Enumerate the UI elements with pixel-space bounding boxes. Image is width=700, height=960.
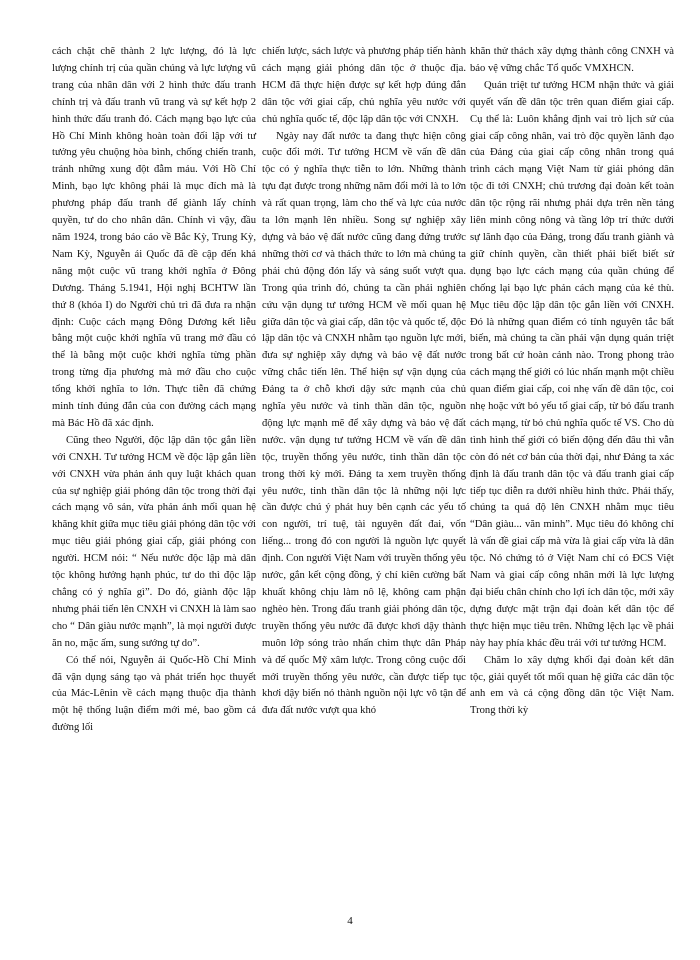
paragraph: Chăm lo xây dựng khối đại đoàn kết dân tộc, giải quyết tốt mối quan hệ giữa các dân tộc anh em và cả cộng đồng dân tộc Việt Nam. Trong thời kỳ — [470, 654, 674, 717]
paragraph: Cũng theo Người, độc lập dân tộc gắn liền với CNXH. Tư tưởng HCM về độc lập gắn liền với CNXH vừa phản ánh quy luật khách quan của sự nghiệp giải phóng dân tộc trong thời đại cách mạng vô sản, vừa phản ánh mối quan hệ khăng khít giữa mục tiêu giải phóng dân tộc với mục tiêu giải phóng giai cấp, giải phóng con người. HCM nói: “ Nếu nước độc lập mà dân tộc không hưởng hạnh phúc, tư do thì độc lập chẳng có ý nghĩa gì”. Do đó, giành độc lập nhưng phải tiến lên CNXH vì CNXH là làm sao cho “ Dân giàu nước mạnh”, là mọi người được ăn no, mặc ấm, sung sướng tự do”. — [52, 434, 256, 649]
text-column-1 — [52, 44, 256, 737]
paragraph: cách chặt chẽ thành 2 lực lượng, đó là lực lượng chính trị của quần chúng và lực lượng vũ trang của nhân dân với 2 hình thức đấu tranh chính trị và đấu tranh vũ trang và sự kết hợp 2 hình thức đấu tranh đó. Cách mạng bạo lực của Hồ Chí Minh không hoàn toàn đối lập với tư tưởng yêu chuộng hòa bình, chống chiến tranh, tránh những xung đột đẫm máu. Với Hồ Chí Minh, bạo lực không phải là mục đích mà là phương pháp đấu tranh để giành lấy chính quyền, tư do cho nhân dân. Chính vì vậy, đầu năm 1924, trong báo cáo về Bắc Kỳ, Trung Kỳ, Nam Kỳ, Nguyễn ái Quốc đã đề cập đến khả năng một cuộc vũ trang khởi nghĩa ở Đông Dương. Tháng 5.1941, Hội nghị BCHTW lần thứ 8 (khóa I) do Người chủ trì đã đưa ra nhận định: Cuộc cách mạng Đông Dương kết liễu bằng một cuộc khởi nghĩa vũ trang mở đầu có thể là bằng một cuộc khởi nghĩa từng phần trong từng địa phương mà mở đầu cho cuộc tổng khởi nghĩa to lớn. Thực tiễn đã chứng minh tính đúng đắn của con đường cách mạng mà Bác Hồ đã xác định. — [52, 46, 256, 429]
paragraph: khăn thử thách xây dựng thành công CNXH và bảo vệ vững chắc Tổ quốc VMXHCN. — [470, 46, 674, 74]
text-column-2 — [262, 44, 466, 720]
paragraph: Ngày nay đất nước ta đang thực hiện công cuộc đổi mới. Tư tưởng HCM về vấn đề dân tộc có ý nghĩa thực tiễn to lớn. Những thành tựu đạt được trong những năm đổi mới là to lớn và rất quan trọng, làm cho thế và lực của nước ta lớn mạnh lên nhiều. Song sự nghiệp xây dựng và bảo vệ đất nước cũng đang đứng trước những thời cơ và thách thức to lớn mà chúng ta phải chủ động đón lấy và sáng suốt vượt qua. Trong qúa trình đó, chúng ta cần phải nghiên cứu vận dụng tư tưởng HCM về mối quan hệ giữa dân tộc và giai cấp, dân tộc và quốc tế, độc lập dân tộc và CNXH nhằm tạo nguồn lực mới, đưa sự nghiệp xây dựng và bảo vệ đất nước vững chắc tiến lên. Thể hiện sự vận dụng của Đảng ta ở chỗ khơi dậy sức mạnh của chủ nghĩa yêu nước và tinh thần dân tộc, nguồn động lực mạnh mẽ để xây dựng và bảo vệ đất nước. vận dụng tư tưởng HCM về vấn đề dân tộc, truyền thống yêu nước, tinh thần dân tộc trong thời kỳ mới. Đảng ta xem truyền thống yêu nước, tinh thần dân tộc là những nội lực cần được chú ý phát huy bên cạnh các yếu tố con người, trí tuệ, tài nguyên đất đai, vốn liếng... trong đó con người là nguồn lực quyết định. Con người Việt Nam với truyền thống yêu nước, gắn kết cộng đồng, ý chí kiên cường bất khuất không chịu làm nô lệ, không cam phận nghèo hèn. Trong đấu tranh giải phóng dân tộc, truyền thống yêu nước đã được khơi dậy thành muôn lớp sóng trào nhấn chìm thực dân Pháp và đế quốc Mỹ xâm lược. Trong công cuộc đổi mới truyền thống yêu nước, cần được tiếp tục khơi dậy biến nó thành nguồn nội lực vô tận để đưa đất nước vượt qua khó — [262, 130, 466, 717]
text-column-3 — [470, 44, 674, 720]
page-number: 4 — [347, 915, 353, 927]
paragraph: Có thể nói, Nguyễn ái Quốc-Hồ Chí Minh đã vận dụng sáng tạo và phát triển học thuyết của Mác-Lênin về cách mạng thuộc địa thành một hệ thống luận điểm mới mẻ, bao gồm cả đường lối — [52, 654, 256, 734]
paragraph: Quán triệt tư tưởng HCM nhận thức và giải quyết vấn đề dân tộc trên quan điểm giai cấp. Cụ thể là: Luôn khẳng định vai trò lịch sử của giai cấp công nhân, vai trò độc quyền lãnh đạo của Đảng của giai cấp công nhân trong quá trình cách mạng Việt Nam từ giải phóng dân tộc đi tới CNXH; chủ trương đại đoàn kết toàn dân tộc rộng rãi nhưng phải dựa trên nền tảng liên minh công nông và tầng lớp trí thức dưới sự lãnh đạo của Đảng, trong đấu tranh giành và giữ chính quyền, cần thiết phải biết biết sử dụng bạo lực cách mạng của quần chúng để chống lại bạo lực phản cách mạng của kẻ thù. Mục tiêu độc lập dân tộc gắn liền với CNXH. Đó là những quan điểm có tính nguyên tắc bất biến, mà chúng ta cần phải vận dụng quán triệt trong bất cứ hoàn cảnh nào. Trong phong trào cách mạng thế giới có lúc nhấn mạnh một chiều quan điểm giai cấp, coi nhẹ vấn đề dân tộc, coi nhẹ hoặc vứt bỏ yếu tố giai cấp, từ bỏ đấu tranh cách mạng, từ bỏ chủ nghĩa quốc tế VS. Cho dù tình hình thế giới có biến động đến đâu thì vẫn còn đó nét cơ bản của thời đại, như Đảng ta xác định là đấu tranh dân tộc và đấu tranh giai cấp tiếp tục diễn ra dưới nhiều hình thức. Phải thấy, chúng ta quá độ lên CNXH nhằm mục tiêu “Dân giàu... văn minh”. Mục tiêu đó không chỉ là vấn đề giai cấp mà vừa là giai cấp vừa là dân tộc. Nó chứng tỏ ở Việt Nam chỉ có ĐCS Việt Nam và giai cấp công nhân mới là lực lượng đại biểu chân chính cho lợi ích dân tộc, mới xây dựng được mặt trận đại đoàn kết dân tộc để thực hiện mục tiêu trên. Những lệch lạc về phải này hay phía khác đều trái với tư tưởng HCM. — [470, 79, 674, 649]
paragraph: chiến lược, sách lược và phương pháp tiến hành cách mạng giải phóng dân tộc ở thuộc địa. HCM đã thực hiện được sự kết hợp đúng đắn dân tộc với giai cấp, chủ nghĩa yêu nước với chủ nghĩa quốc tế, độc lập dân tộc với CNXH. — [262, 46, 466, 125]
